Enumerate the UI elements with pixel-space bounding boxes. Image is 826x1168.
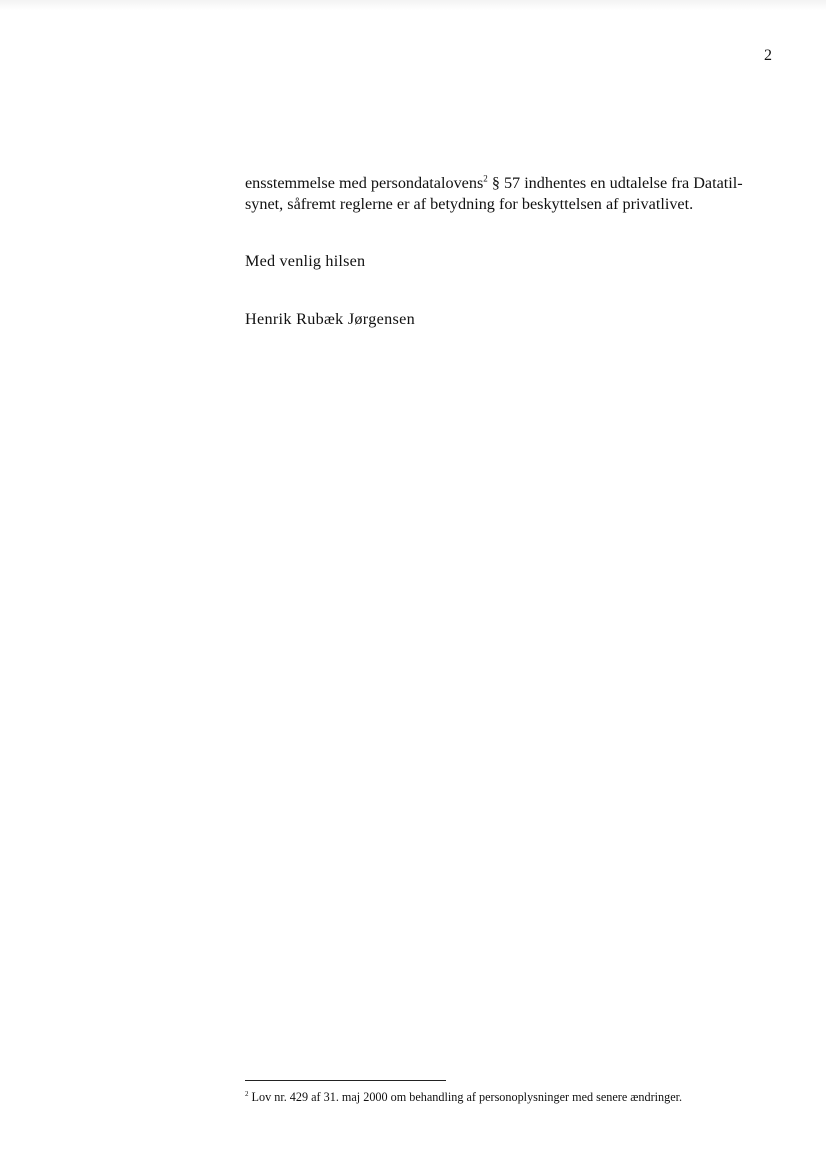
- footnote-marker: 2: [245, 1089, 249, 1098]
- page-number: 2: [764, 47, 772, 64]
- footnote: [245, 1089, 785, 1105]
- footnote-reference: 2: [483, 173, 488, 184]
- paragraph-line-2: synet, såfremt reglerne er af betydning for beskyttelsen af privatlivet.: [245, 195, 694, 213]
- signature-name: Henrik Rubæk Jørgensen: [245, 310, 415, 328]
- closing-salutation: Med venlig hilsen: [245, 252, 366, 270]
- footnote-divider: [245, 1080, 446, 1081]
- scan-top-edge: [0, 0, 826, 10]
- paragraph-line-1-rest: § 57 indhentes en udtalelse fra Datatil-: [487, 174, 743, 192]
- paragraph-text-start: ensstemmelse med persondatalovens: [245, 174, 484, 192]
- footnote-text: Lov nr. 429 af 31. maj 2000 om behandling af personoplysninger med senere ændringer.: [248, 1090, 683, 1104]
- body-paragraph: [245, 173, 775, 215]
